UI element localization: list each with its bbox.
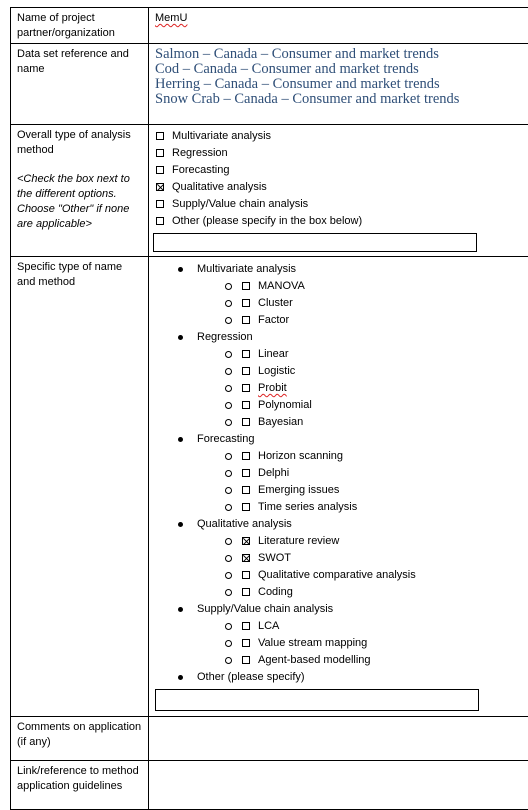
method-item[interactable] [155,363,527,380]
checkbox[interactable] [156,166,164,174]
overall-option[interactable] [155,128,527,145]
circle-bullet-icon [225,317,232,324]
method-group-name: Forecasting [197,433,254,445]
method-item-label: Delphi [258,467,289,479]
checked-checkbox[interactable] [242,554,250,562]
row-link [11,761,528,810]
method-item-label: Polynomial [258,399,312,411]
method-item[interactable] [155,397,527,414]
method-group [155,516,527,533]
method-item[interactable] [155,533,527,550]
method-item-label: Bayesian [258,416,303,428]
checked-checkbox[interactable] [156,183,164,191]
checkbox[interactable] [156,132,164,140]
circle-bullet-icon [225,385,232,392]
method-group-items [155,448,527,516]
method-group-items [155,618,527,669]
circle-bullet-icon [225,504,232,511]
overall-hint: <Check the box next to the different options. Choose "Other" if none are applicable> [17,172,142,232]
method-item-label: Time series analysis [258,501,357,513]
method-group-items [155,278,527,329]
checkbox[interactable] [242,622,250,630]
method-group-name: Multivariate analysis [197,263,296,275]
method-item-label: SWOT [258,552,291,564]
overall-option[interactable] [155,145,527,162]
circle-bullet-icon [225,538,232,545]
checkbox[interactable] [242,571,250,579]
method-form-table [10,7,528,810]
dataset-line: Herring – Canada – Consumer and market trends [155,77,527,92]
circle-bullet-icon [225,589,232,596]
method-item[interactable] [155,550,527,567]
checkbox[interactable] [242,299,250,307]
dataset-line: Cod – Canada – Consumer and market trends [155,62,527,77]
row-dataset [11,44,528,125]
checkbox[interactable] [242,316,250,324]
comments-label: Comments on application (if any) [11,717,149,761]
method-group-list [155,261,527,686]
bullet-icon [178,522,183,527]
checkbox[interactable] [242,588,250,596]
checkbox[interactable] [156,200,164,208]
method-item-label: Horizon scanning [258,450,343,462]
method-item-label: Literature review [258,535,339,547]
checkbox[interactable] [242,367,250,375]
method-item-label: MANOVA [258,280,305,292]
row-comments [11,717,528,761]
circle-bullet-icon [225,419,232,426]
method-item[interactable] [155,482,527,499]
circle-bullet-icon [225,283,232,290]
bullet-icon [178,675,183,680]
bullet-icon [178,437,183,442]
overall-option[interactable] [155,162,527,179]
method-group-name: Supply/Value chain analysis [197,603,333,615]
overall-option[interactable] [155,179,527,196]
method-item[interactable] [155,295,527,312]
checkbox[interactable] [242,282,250,290]
overall-label: Overall type of analysis method [17,128,142,158]
method-item[interactable] [155,346,527,363]
bullet-icon [178,267,183,272]
method-item[interactable] [155,635,527,652]
comments-field[interactable] [149,717,528,761]
bullet-icon [178,335,183,340]
partner-label: Name of project partner/organization [11,8,149,44]
method-group [155,261,527,278]
method-group-name: Qualitative analysis [197,518,292,530]
row-specific [11,257,528,717]
method-item-label: Value stream mapping [258,637,367,649]
method-group-items [155,533,527,601]
checkbox[interactable] [242,401,250,409]
dataset-label: Data set reference and name [11,44,149,125]
method-item[interactable] [155,499,527,516]
method-item-list [155,448,527,516]
checkbox[interactable] [242,656,250,664]
dataset-line: Salmon – Canada – Consumer and market trends [155,47,527,62]
method-item-list [155,278,527,329]
method-item-label: Agent-based modelling [258,654,371,666]
circle-bullet-icon [225,470,232,477]
method-item-list [155,618,527,669]
method-group-name: Other (please specify) [197,671,305,683]
circle-bullet-icon [225,402,232,409]
checkbox[interactable] [242,469,250,477]
bullet-icon [178,607,183,612]
method-group [155,431,527,448]
specific-options [149,257,528,717]
overall-option[interactable] [155,196,527,213]
link-label: Link/reference to method application guidelines [11,761,149,810]
method-group [155,601,527,618]
circle-bullet-icon [225,657,232,664]
method-group [155,329,527,346]
overall-option[interactable] [155,213,527,230]
method-item[interactable] [155,465,527,482]
row-overall [11,125,528,257]
checkbox[interactable] [242,418,250,426]
method-item[interactable] [155,652,527,669]
method-item-label: Emerging issues [258,484,339,496]
partner-value[interactable] [149,8,528,44]
checked-checkbox[interactable] [242,537,250,545]
link-field[interactable] [149,761,528,810]
method-item[interactable] [155,448,527,465]
checkbox[interactable] [242,350,250,358]
checkbox[interactable] [156,149,164,157]
option-label: Qualitative analysis [172,181,267,193]
specific-label: Specific type of name and method [11,257,149,717]
method-item-label: Probit [258,382,287,394]
option-label: Forecasting [172,164,229,176]
circle-bullet-icon [225,453,232,460]
method-item-label: Qualitative comparative analysis [258,569,416,581]
form-sheet [10,7,520,810]
other-specify-input[interactable] [153,233,477,252]
checkbox[interactable] [156,217,164,225]
method-item-label: Cluster [258,297,293,309]
row-partner [11,8,528,44]
method-item-label: Linear [258,348,289,360]
option-label: Multivariate analysis [172,130,271,142]
checkbox[interactable] [242,503,250,511]
checkbox[interactable] [242,452,250,460]
circle-bullet-icon [225,351,232,358]
method-group-name: Regression [197,331,253,343]
option-label: Other (please specify in the box below) [172,215,362,227]
method-item[interactable] [155,618,527,635]
overall-label-cell [11,125,149,257]
checkbox[interactable] [242,639,250,647]
method-item-label: Logistic [258,365,295,377]
method-item[interactable] [155,567,527,584]
overall-options [149,125,528,257]
method-item[interactable] [155,584,527,601]
circle-bullet-icon [225,368,232,375]
method-item[interactable] [155,414,527,431]
method-item-label: LCA [258,620,279,632]
option-label: Regression [172,147,228,159]
circle-bullet-icon [225,555,232,562]
circle-bullet-icon [225,487,232,494]
circle-bullet-icon [225,623,232,630]
dataset-line: Snow Crab – Canada – Consumer and market trends [155,92,527,107]
method-group-items [155,346,527,431]
method-group-other [155,669,527,686]
partner-name: MemU [155,12,187,24]
method-item[interactable] [155,278,527,295]
checkbox[interactable] [242,486,250,494]
circle-bullet-icon [225,572,232,579]
method-item-label: Factor [258,314,289,326]
other-method-input[interactable] [155,689,479,711]
circle-bullet-icon [225,300,232,307]
method-item-list [155,346,527,431]
method-item-list [155,533,527,601]
method-item-label: Coding [258,586,293,598]
dataset-value[interactable] [149,44,528,125]
method-item[interactable] [155,380,527,397]
option-label: Supply/Value chain analysis [172,198,308,210]
checkbox[interactable] [242,384,250,392]
method-item[interactable] [155,312,527,329]
circle-bullet-icon [225,640,232,647]
